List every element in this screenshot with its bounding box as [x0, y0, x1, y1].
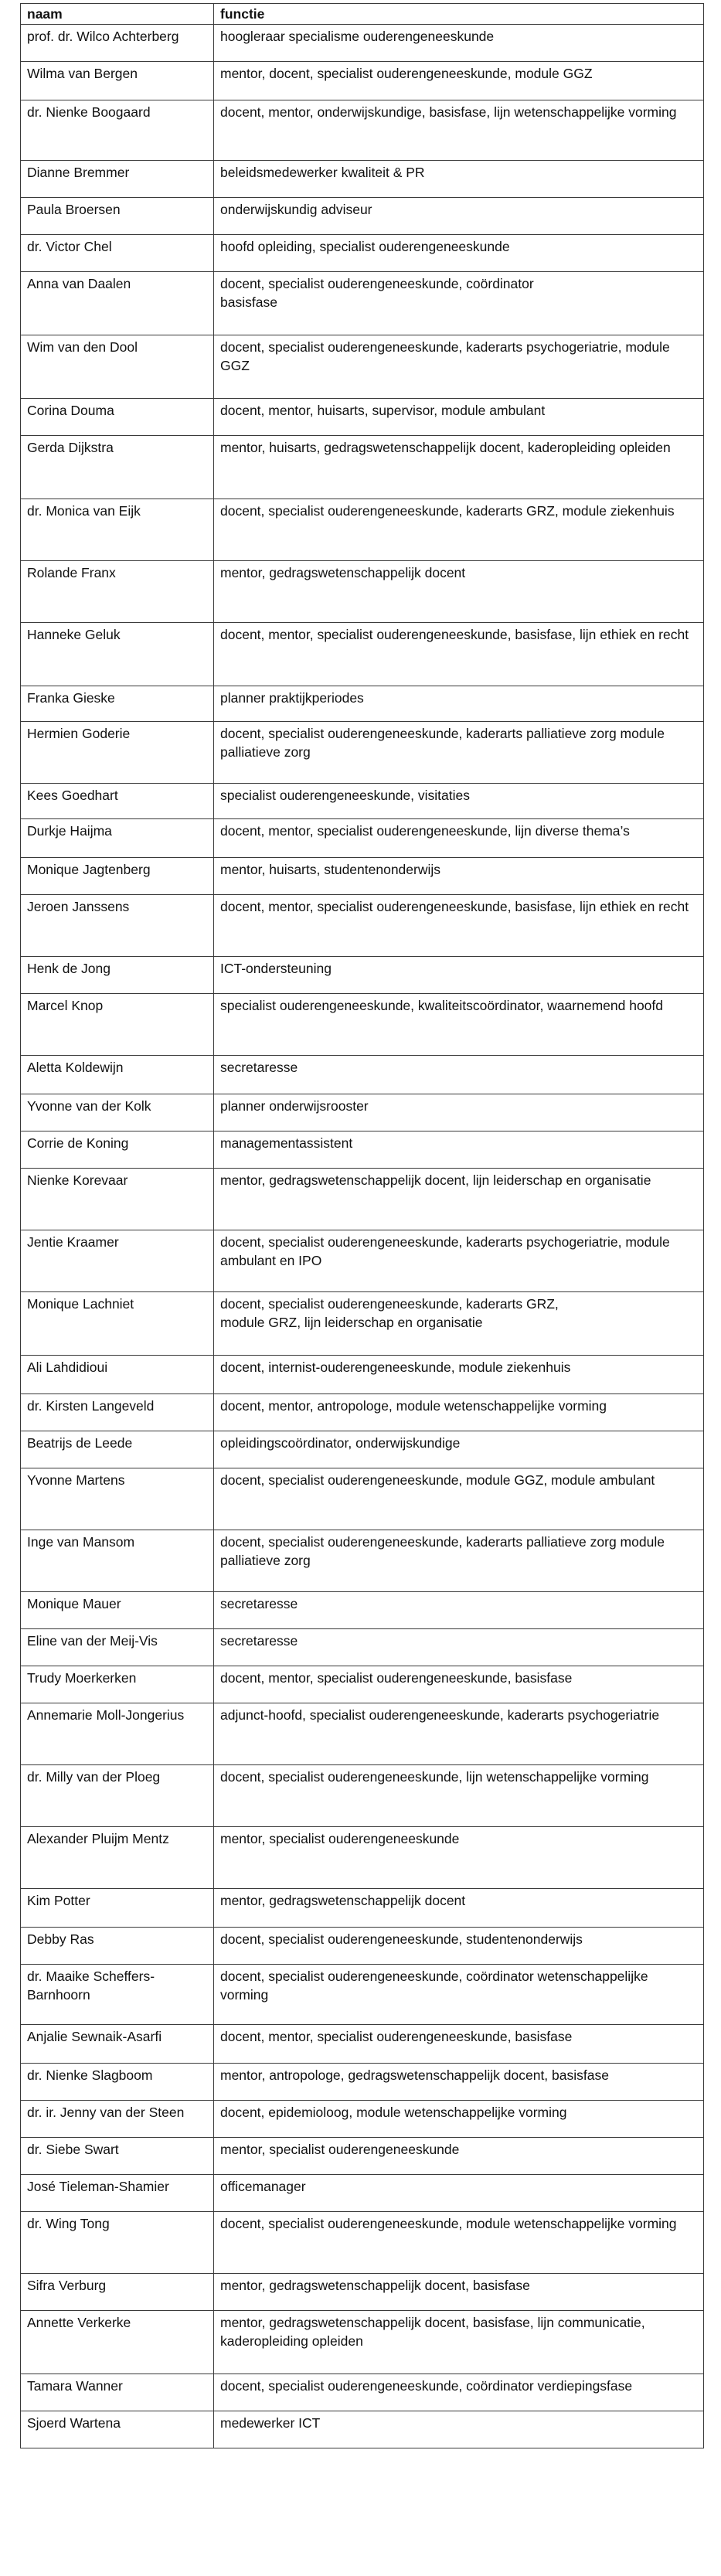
table-row	[21, 1629, 704, 1666]
cell-naam: Franka Gieske	[21, 686, 214, 722]
table-row	[21, 858, 704, 895]
table-row	[21, 1169, 704, 1230]
table-row	[21, 2311, 704, 2374]
table-row	[21, 2025, 704, 2064]
cell-naam: dr. Milly van der Ploeg	[21, 1765, 214, 1827]
cell-naam: Inge van Mansom	[21, 1530, 214, 1592]
cell-functie: specialist ouderengeneeskunde, visitaties	[214, 784, 704, 819]
cell-naam: dr. Kirsten Langeveld	[21, 1394, 214, 1431]
cell-functie: docent, mentor, specialist ouderengeneeskunde, basisfase, lijn ethiek en recht	[214, 623, 704, 686]
cell-naam: Monique Lachniet	[21, 1292, 214, 1356]
table-row	[21, 1431, 704, 1468]
cell-naam: dr. Victor Chel	[21, 235, 214, 272]
cell-functie: secretaresse	[214, 1592, 704, 1629]
table-row	[21, 1094, 704, 1131]
cell-functie: mentor, gedragswetenschappelijk docent	[214, 561, 704, 623]
cell-functie: docent, specialist ouderengeneeskunde, kaderarts palliatieve zorg module palliatieve zorg	[214, 722, 704, 784]
cell-naam: Sjoerd Wartena	[21, 2411, 214, 2448]
cell-functie: docent, mentor, specialist ouderengeneeskunde, lijn diverse thema’s	[214, 819, 704, 858]
table-row	[21, 499, 704, 561]
table-row	[21, 1666, 704, 1703]
cell-functie: mentor, antropologe, gedragswetenschappelijk docent, basisfase	[214, 2064, 704, 2101]
table-row	[21, 25, 704, 62]
cell-naam: Hermien Goderie	[21, 722, 214, 784]
cell-naam: dr. ir. Jenny van der Steen	[21, 2101, 214, 2138]
cell-naam: Eline van der Meij-Vis	[21, 1629, 214, 1666]
table-row	[21, 335, 704, 399]
table-row	[21, 1230, 704, 1292]
table-row	[21, 1889, 704, 1928]
cell-naam: Dianne Bremmer	[21, 161, 214, 198]
cell-functie: hoofd opleiding, specialist ouderengeneeskunde	[214, 235, 704, 272]
cell-functie: docent, mentor, specialist ouderengeneeskunde, basisfase, lijn ethiek en recht	[214, 895, 704, 957]
cell-functie: adjunct-hoofd, specialist ouderengeneeskunde, kaderarts psychogeriatrie	[214, 1703, 704, 1765]
cell-functie: docent, specialist ouderengeneeskunde, module wetenschappelijke vorming	[214, 2212, 704, 2274]
cell-naam: dr. Nienke Boogaard	[21, 100, 214, 161]
cell-functie: docent, specialist ouderengeneeskunde, lijn wetenschappelijke vorming	[214, 1765, 704, 1827]
cell-naam: Rolande Franx	[21, 561, 214, 623]
table-row	[21, 722, 704, 784]
table-row	[21, 2175, 704, 2212]
table-row	[21, 100, 704, 161]
table-row	[21, 1965, 704, 2025]
cell-functie: mentor, specialist ouderengeneeskunde	[214, 1827, 704, 1889]
cell-functie: secretaresse	[214, 1056, 704, 1094]
table-row	[21, 1703, 704, 1765]
cell-naam: Aletta Koldewijn	[21, 1056, 214, 1094]
table-row	[21, 1056, 704, 1094]
table-body	[21, 25, 704, 2448]
cell-naam: Beatrijs de Leede	[21, 1431, 214, 1468]
cell-naam: Henk de Jong	[21, 957, 214, 994]
cell-functie: planner onderwijsrooster	[214, 1094, 704, 1131]
table-row	[21, 1468, 704, 1530]
cell-functie: docent, epidemioloog, module wetenschappelijke vorming	[214, 2101, 704, 2138]
cell-functie: medewerker ICT	[214, 2411, 704, 2448]
cell-functie: mentor, huisarts, gedragswetenschappelijk docent, kaderopleiding opleiden	[214, 436, 704, 499]
table-row	[21, 994, 704, 1056]
table-row	[21, 784, 704, 819]
cell-functie: planner praktijkperiodes	[214, 686, 704, 722]
cell-functie: mentor, huisarts, studentenonderwijs	[214, 858, 704, 895]
table-row	[21, 436, 704, 499]
cell-functie: mentor, specialist ouderengeneeskunde	[214, 2138, 704, 2175]
table-row	[21, 2374, 704, 2411]
cell-naam: Paula Broersen	[21, 198, 214, 235]
column-header-naam: naam	[21, 4, 214, 25]
cell-naam: Tamara Wanner	[21, 2374, 214, 2411]
cell-naam: Monique Jagtenberg	[21, 858, 214, 895]
cell-functie: docent, specialist ouderengeneeskunde, module GGZ, module ambulant	[214, 1468, 704, 1530]
cell-naam: dr. Monica van Eijk	[21, 499, 214, 561]
cell-naam: Nienke Korevaar	[21, 1169, 214, 1230]
table-row	[21, 2064, 704, 2101]
cell-functie: mentor, docent, specialist ouderengeneeskunde, module GGZ	[214, 62, 704, 100]
table-row	[21, 62, 704, 100]
cell-naam: Jentie Kraamer	[21, 1230, 214, 1292]
table-row	[21, 2101, 704, 2138]
table-row	[21, 819, 704, 858]
cell-functie: beleidsmedewerker kwaliteit & PR	[214, 161, 704, 198]
cell-functie: docent, specialist ouderengeneeskunde, studentenonderwijs	[214, 1928, 704, 1965]
cell-functie: docent, specialist ouderengeneeskunde, coördinator wetenschappelijke vorming	[214, 1965, 704, 2025]
cell-functie: mentor, gedragswetenschappelijk docent	[214, 1889, 704, 1928]
column-header-functie: functie	[214, 4, 704, 25]
cell-naam: Kees Goedhart	[21, 784, 214, 819]
cell-functie: secretaresse	[214, 1629, 704, 1666]
cell-naam: José Tieleman-Shamier	[21, 2175, 214, 2212]
table-row	[21, 895, 704, 957]
cell-functie: docent, specialist ouderengeneeskunde, coördinator verdiepingsfase	[214, 2374, 704, 2411]
table-row	[21, 1394, 704, 1431]
cell-functie: specialist ouderengeneeskunde, kwaliteitscoördinator, waarnemend hoofd	[214, 994, 704, 1056]
table-row	[21, 399, 704, 436]
cell-functie: docent, specialist ouderengeneeskunde, kaderarts palliatieve zorg module palliatieve zorg	[214, 1530, 704, 1592]
cell-naam: Monique Mauer	[21, 1592, 214, 1629]
cell-naam: dr. Nienke Slagboom	[21, 2064, 214, 2101]
table-row	[21, 1928, 704, 1965]
staff-table	[20, 3, 704, 2448]
table-row	[21, 1765, 704, 1827]
cell-naam: prof. dr. Wilco Achterberg	[21, 25, 214, 62]
cell-functie: hoogleraar specialisme ouderengeneeskunde	[214, 25, 704, 62]
cell-naam: Corina Douma	[21, 399, 214, 436]
cell-naam: Sifra Verburg	[21, 2274, 214, 2311]
cell-functie: mentor, gedragswetenschappelijk docent, lijn leiderschap en organisatie	[214, 1169, 704, 1230]
cell-naam: Yvonne van der Kolk	[21, 1094, 214, 1131]
cell-functie: mentor, gedragswetenschappelijk docent, basisfase, lijn communicatie, kaderopleiding opleiden	[214, 2311, 704, 2374]
table-row	[21, 1131, 704, 1169]
cell-functie: docent, mentor, huisarts, supervisor, module ambulant	[214, 399, 704, 436]
cell-functie: docent, mentor, onderwijskundige, basisfase, lijn wetenschappelijke vorming	[214, 100, 704, 161]
table-header-row	[21, 4, 704, 25]
cell-functie: onderwijskundig adviseur	[214, 198, 704, 235]
table-row	[21, 686, 704, 722]
cell-naam: Annette Verkerke	[21, 2311, 214, 2374]
cell-functie: docent, specialist ouderengeneeskunde, kaderarts GRZ, module ziekenhuis	[214, 499, 704, 561]
cell-functie: officemanager	[214, 2175, 704, 2212]
cell-functie: docent, internist-ouderengeneeskunde, module ziekenhuis	[214, 1356, 704, 1394]
cell-naam: dr. Maaike Scheffers-Barnhoorn	[21, 1965, 214, 2025]
cell-naam: Anna van Daalen	[21, 272, 214, 335]
table-row	[21, 235, 704, 272]
cell-naam: dr. Siebe Swart	[21, 2138, 214, 2175]
cell-naam: Corrie de Koning	[21, 1131, 214, 1169]
cell-functie: docent, specialist ouderengeneeskunde, kaderarts GRZ, module GRZ, lijn leiderschap en organisatie	[214, 1292, 704, 1356]
table-row	[21, 2138, 704, 2175]
cell-functie: docent, mentor, specialist ouderengeneeskunde, basisfase	[214, 1666, 704, 1703]
cell-naam: Wim van den Dool	[21, 335, 214, 399]
table-row	[21, 198, 704, 235]
table-row	[21, 2212, 704, 2274]
cell-naam: Wilma van Bergen	[21, 62, 214, 100]
table-row	[21, 957, 704, 994]
table-row	[21, 623, 704, 686]
cell-naam: Ali Lahdidioui	[21, 1356, 214, 1394]
table-row	[21, 1592, 704, 1629]
cell-functie: ICT-ondersteuning	[214, 957, 704, 994]
cell-naam: Hanneke Geluk	[21, 623, 214, 686]
cell-functie: docent, specialist ouderengeneeskunde, coördinator basisfase	[214, 272, 704, 335]
staff-table-container	[20, 3, 703, 2448]
cell-functie: opleidingscoördinator, onderwijskundige	[214, 1431, 704, 1468]
cell-naam: Durkje Haijma	[21, 819, 214, 858]
cell-naam: Anjalie Sewnaik-Asarfi	[21, 2025, 214, 2064]
cell-naam: Gerda Dijkstra	[21, 436, 214, 499]
cell-naam: Marcel Knop	[21, 994, 214, 1056]
table-row	[21, 1292, 704, 1356]
table-row	[21, 161, 704, 198]
cell-functie: docent, mentor, antropologe, module wetenschappelijke vorming	[214, 1394, 704, 1431]
cell-naam: Yvonne Martens	[21, 1468, 214, 1530]
cell-naam: Jeroen Janssens	[21, 895, 214, 957]
cell-naam: Annemarie Moll-Jongerius	[21, 1703, 214, 1765]
table-row	[21, 1827, 704, 1889]
cell-functie: docent, mentor, specialist ouderengeneeskunde, basisfase	[214, 2025, 704, 2064]
cell-naam: Trudy Moerkerken	[21, 1666, 214, 1703]
cell-naam: Debby Ras	[21, 1928, 214, 1965]
table-row	[21, 2411, 704, 2448]
cell-naam: dr. Wing Tong	[21, 2212, 214, 2274]
cell-functie: mentor, gedragswetenschappelijk docent, basisfase	[214, 2274, 704, 2311]
table-row	[21, 2274, 704, 2311]
table-row	[21, 561, 704, 623]
cell-naam: Kim Potter	[21, 1889, 214, 1928]
cell-functie: managementassistent	[214, 1131, 704, 1169]
table-row	[21, 1530, 704, 1592]
cell-functie: docent, specialist ouderengeneeskunde, kaderarts psychogeriatrie, module GGZ	[214, 335, 704, 399]
cell-naam: Alexander Pluijm Mentz	[21, 1827, 214, 1889]
table-row	[21, 1356, 704, 1394]
cell-functie: docent, specialist ouderengeneeskunde, kaderarts psychogeriatrie, module ambulant en IPO	[214, 1230, 704, 1292]
table-row	[21, 272, 704, 335]
